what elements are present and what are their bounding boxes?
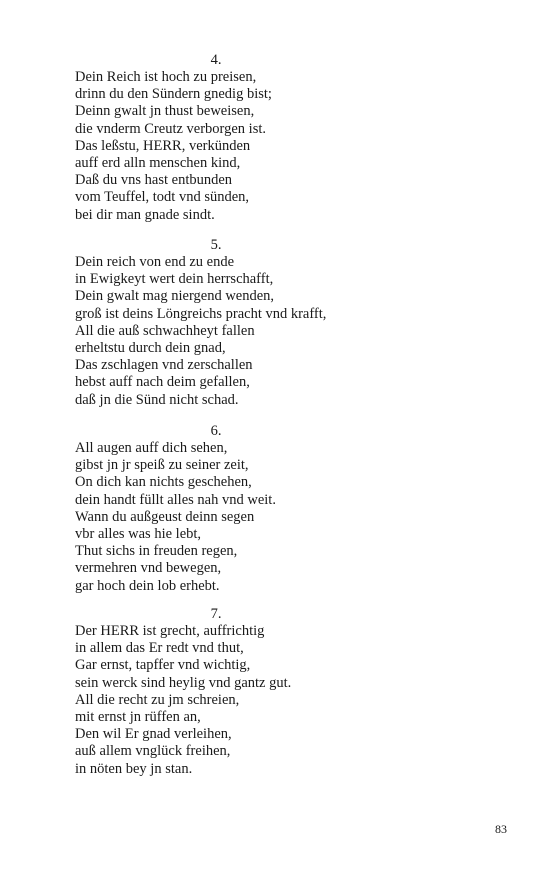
verse-line: Dein reich von end zu ende [75, 254, 235, 270]
verse-line: Dein Reich ist hoch zu preisen, [75, 69, 257, 85]
verse-line: All die auß schwachheyt fallen [75, 322, 255, 339]
verse-line: gar hoch dein lob erhebt. [75, 577, 220, 594]
stanza-number: 5. [210, 237, 222, 253]
verse-line: vbr alles was hie lebt, [75, 526, 202, 543]
verse-line: drinn du den Sündern gnedig bist; [75, 86, 272, 103]
verse-line: groß ist deins Löngreichs pracht vnd krafft, [75, 305, 327, 322]
verse-line: in Ewigkeyt wert dein herrschafft, [75, 271, 274, 288]
verse-line: auß allem vnglück freihen, [75, 743, 231, 760]
verse-line: All die recht zu jm schreien, [75, 691, 240, 708]
verse-line: Das leßstu, HERR, verkünden [75, 137, 251, 154]
verse-line: dein handt füllt alles nah vnd weit. [75, 491, 276, 508]
verse-line: vermehren vnd bewegen, [75, 560, 222, 577]
stanza-6 [75, 423, 435, 595]
verse-line: die vnderm Creutz verborgen ist. [75, 120, 266, 137]
verse-line: Das zschlagen vnd zerschallen [75, 357, 253, 374]
verse-line: hebst auff nach deim gefallen, [75, 374, 250, 391]
verse-line: bei dir man gnade sindt. [75, 206, 215, 223]
verse-line: Wann du außgeust deinn segen [75, 508, 255, 525]
stanza-number: 6. [210, 423, 222, 439]
verse-line: Thut sichs in freuden regen, [75, 543, 238, 560]
stanza-number: 4. [210, 52, 222, 68]
verse-line: gibst jn jr speiß zu seiner zeit, [75, 457, 249, 474]
verse-line: in nöten bey jn stan. [75, 760, 193, 777]
verse-line: Dein gwalt mag niergend wenden, [75, 288, 275, 305]
verse-line: On dich kan nichts geschehen, [75, 474, 252, 491]
stanza-5 [75, 237, 435, 409]
verse-line: Deinn gwalt jn thust beweisen, [75, 103, 255, 120]
verse-line: daß jn die Sünd nicht schad. [75, 391, 239, 408]
verse-line: erheltstu durch dein gnad, [75, 340, 226, 357]
stanza-number: 7. [210, 606, 222, 622]
verse-line: vom Teuffel, todt vnd sünden, [75, 189, 250, 206]
verse-line: Gar ernst, tapffer vnd wichtig, [75, 657, 251, 674]
verse-line: auff erd alln menschen kind, [75, 155, 241, 172]
verse-line: All augen auff dich sehen, [75, 440, 228, 456]
page-number: 83 [495, 822, 507, 836]
stanza-4 [75, 52, 435, 224]
verse-line: mit ernst jn rüffen an, [75, 709, 201, 726]
verse-line: sein werck sind heylig vnd gantz gut. [75, 674, 292, 691]
verse-line: in allem das Er redt vnd thut, [75, 640, 244, 657]
verse-line: Daß du vns hast entbunden [75, 172, 233, 189]
verse-line: Den wil Er gnad verleihen, [75, 726, 232, 743]
verse-line: Der HERR ist grecht, auffrichtig [75, 623, 265, 639]
stanza-7 [75, 606, 435, 778]
